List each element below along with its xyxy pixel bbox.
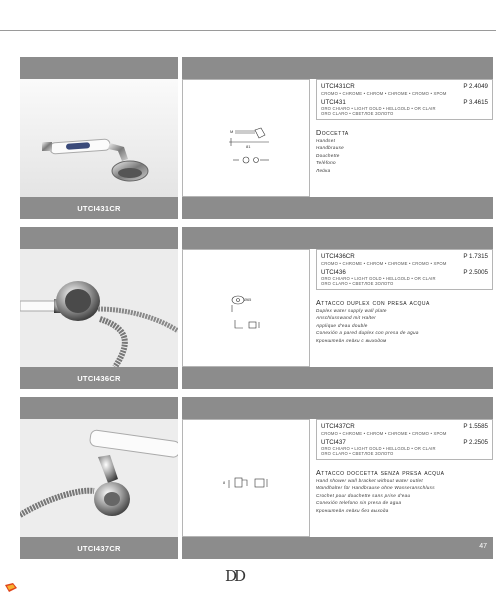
product-photo-panel	[20, 227, 178, 389]
product-translation: Conexión telefono sin presa de agua	[316, 500, 402, 506]
technical-drawing-duplex	[182, 249, 310, 367]
svg-text:M: M	[230, 129, 234, 134]
product-code: UTCI437CR	[321, 423, 355, 430]
brand-logo: DD	[225, 567, 244, 585]
product-code: UTCI431CR	[321, 83, 355, 90]
finish-description: ORO CHIARO • LIGHT GOLD • HELLGOLD • OR CLAIR	[321, 446, 436, 452]
finish-description: CROMO • CHROME • CHROM • CHROME • CROMO • ХРОМ	[321, 260, 447, 266]
product-photo-handset	[20, 79, 178, 197]
product-translation: Handbrause	[316, 145, 345, 151]
panel-footer-bar	[182, 537, 493, 559]
finish-description: CROMO • CHROME • CHROM • CHROME • CROMO • ХРОМ	[321, 90, 447, 96]
product-codes-box	[316, 249, 493, 290]
technical-drawing-handset	[182, 79, 310, 197]
product-detail-panel	[182, 397, 493, 559]
page-number: 47	[479, 543, 487, 550]
product-detail-body	[182, 249, 493, 367]
product-photo-panel	[20, 57, 178, 219]
product-code: UTCI431	[321, 98, 346, 106]
product-translation: Applique d'eau double	[316, 322, 368, 328]
product-caption: UTCI431CR	[20, 197, 178, 219]
product-code-line	[321, 253, 488, 260]
finish-description: ORO CLARO • СВЕТЛОЕ ЗОЛОТО	[321, 451, 394, 457]
panel-footer-bar	[182, 367, 493, 389]
product-code-line	[321, 423, 488, 430]
finish-description: ORO CHIARO • LIGHT GOLD • HELLGOLD • OR CLAIR	[321, 276, 436, 282]
product-code: UTCI437	[321, 438, 346, 446]
product-photo-bracket	[20, 419, 178, 537]
product-detail-panel	[182, 57, 493, 219]
product-title: Attacco doccetta senza presa acqua	[316, 467, 445, 477]
product-price: P 2.5005	[463, 268, 488, 276]
product-code-line	[321, 439, 488, 446]
product-translation: Кронштейн лейки без выхода	[316, 507, 389, 513]
panel-header-bar	[182, 227, 493, 249]
product-translation: Douchette	[316, 152, 340, 158]
product-price: P 2.4049	[463, 83, 488, 90]
product-info	[316, 419, 493, 537]
product-translation: Hand shower wall bracket without water outlet	[316, 477, 423, 483]
bookmark-icon[interactable]	[4, 582, 18, 593]
product-photo-duplex	[20, 249, 178, 367]
product-translation: Кронштейн лейки с выходом	[316, 337, 387, 343]
product-price: P 1.5585	[463, 423, 488, 430]
svg-text:Ø65: Ø65	[244, 298, 252, 302]
panel-header-bar	[20, 397, 178, 419]
product-caption: UTCI436CR	[20, 367, 178, 389]
product-detail-body	[182, 419, 493, 537]
svg-text:8: 8	[223, 481, 226, 485]
product-detail-body	[182, 79, 493, 197]
product-translation: Handset	[316, 137, 336, 143]
product-translation: Crochet pour douchette sans prise d'eau	[316, 492, 411, 498]
finish-description: ORO CHIARO • LIGHT GOLD • HELLGOLD • OR CLAIR	[321, 106, 436, 112]
panel-footer-bar	[182, 197, 493, 219]
technical-drawing-bracket	[182, 419, 310, 537]
product-title: Doccetta	[316, 127, 349, 137]
product-info	[316, 79, 493, 197]
panel-header-bar	[182, 397, 493, 419]
product-price: P 3.4615	[463, 98, 488, 106]
product-translation: Duplex water supply wall plate	[316, 307, 387, 313]
product-price: P 1.7315	[463, 253, 488, 260]
product-code: UTCI436CR	[321, 253, 355, 260]
product-translation: Teléfono	[316, 160, 336, 166]
panel-header-bar	[20, 57, 178, 79]
finish-description: ORO CLARO • СВЕТЛОЕ ЗОЛОТО	[321, 111, 394, 117]
product-translation: Wandhalter für Handbrause ohne Wasseranschluss	[316, 485, 435, 491]
product-translation: Anschlusswand mit Halter	[316, 315, 377, 321]
finish-description: ORO CLARO • СВЕТЛОЕ ЗОЛОТО	[321, 281, 394, 287]
header-rule	[0, 30, 496, 31]
panel-header-bar	[182, 57, 493, 79]
product-caption: UTCI437CR	[20, 537, 178, 559]
product-codes-box	[316, 419, 493, 460]
product-translation: Лейка	[316, 167, 331, 173]
product-title: Attacco duplex con presa acqua	[316, 297, 430, 307]
product-code-line	[321, 269, 488, 276]
finish-description: CROMO • CHROME • CHROM • CHROME • CROMO • ХРОМ	[321, 430, 447, 436]
panel-header-bar	[20, 227, 178, 249]
product-info	[316, 249, 493, 367]
product-detail-panel	[182, 227, 493, 389]
svg-text:81: 81	[246, 144, 251, 149]
product-code: UTCI436	[321, 268, 346, 276]
product-translation: Conexión a pared duplex con presa de agua	[316, 330, 419, 336]
product-code-line	[321, 99, 488, 106]
product-price: P 2.2505	[463, 438, 488, 446]
product-photo-panel	[20, 397, 178, 559]
product-code-line	[321, 83, 488, 90]
product-codes-box	[316, 79, 493, 120]
